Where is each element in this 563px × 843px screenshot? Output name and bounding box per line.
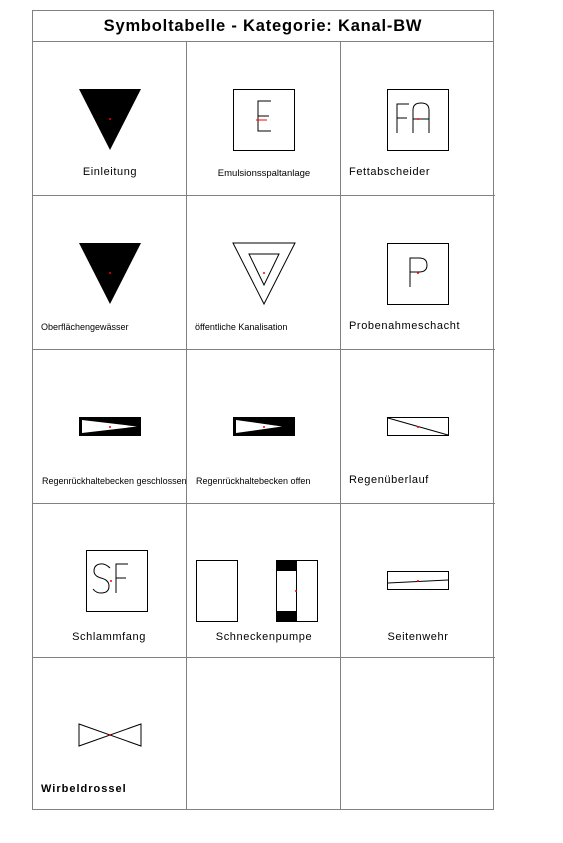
symbol-cell — [187, 504, 341, 658]
symbol-label: Wirbeldrossel — [41, 783, 127, 795]
symbol-label: Regenüberlauf — [349, 474, 429, 486]
square-letters-fa-icon — [341, 42, 495, 162]
symbol-cell — [187, 42, 341, 196]
symbol-cell — [33, 350, 187, 504]
symbol-label: Oberflächengewässer — [41, 322, 129, 332]
side-weir-icon — [341, 504, 495, 624]
symbol-label: Emulsionsspaltanlage — [217, 168, 311, 179]
square-letters-sf-icon — [33, 504, 187, 624]
symbol-cell — [33, 42, 187, 196]
symbol-cell — [33, 504, 187, 658]
empty-cell — [341, 658, 495, 809]
filled-down-triangle-icon — [33, 42, 187, 162]
table-title: Symboltabelle - Kategorie: Kanal-BW — [33, 11, 493, 42]
filled-down-triangle-icon — [33, 196, 187, 316]
symbol-cell — [341, 196, 495, 350]
symbol-cell — [341, 42, 495, 196]
square-letter-p-icon — [341, 196, 495, 316]
square-letter-e-icon — [187, 42, 341, 162]
diagonal-rectangle-icon — [341, 350, 495, 470]
symbol-label: Seitenwehr — [387, 631, 449, 643]
symbol-cell — [341, 504, 495, 658]
symbol-label: Fettabscheider — [349, 166, 431, 178]
empty-cell — [187, 658, 341, 809]
symbol-label: Regenrückhaltebecken offen — [196, 476, 311, 486]
closed-basin-wedge-icon — [33, 350, 187, 470]
symbol-label: Regenrückhaltebecken geschlossen — [42, 476, 187, 486]
symbol-cell — [341, 350, 495, 504]
symbol-cell — [33, 658, 187, 809]
symbol-label: öffentliche Kanalisation — [195, 322, 288, 332]
double-outline-triangle-icon — [187, 196, 341, 316]
open-basin-wedge-icon — [187, 350, 341, 470]
symbol-label: Probenahmeschacht — [349, 320, 461, 332]
screw-pump-icon — [187, 504, 341, 624]
symbol-label: Einleitung — [82, 166, 138, 178]
symbol-cell — [33, 196, 187, 350]
symbol-table — [32, 10, 494, 810]
bowtie-icon — [33, 658, 187, 778]
symbol-grid — [33, 42, 493, 809]
symbol-cell — [187, 350, 341, 504]
symbol-label: Schlammfang — [72, 631, 146, 643]
symbol-label: Schneckenpumpe — [215, 631, 313, 643]
symbol-cell — [187, 196, 341, 350]
